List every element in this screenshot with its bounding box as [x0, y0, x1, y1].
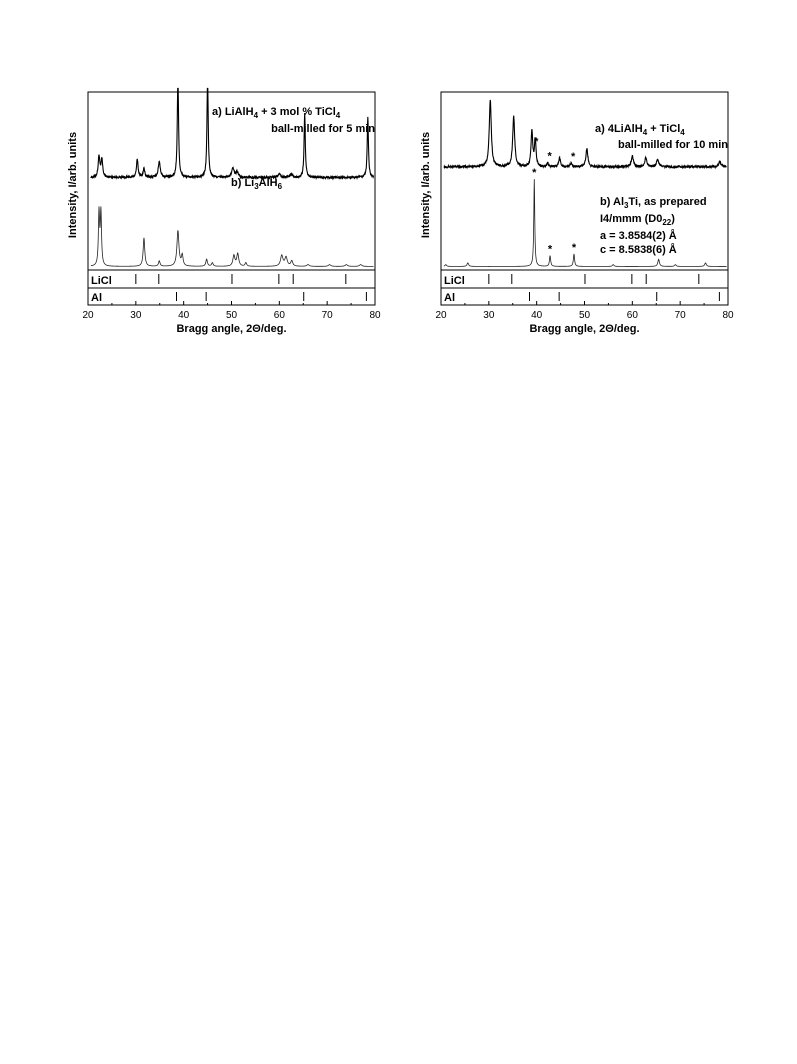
impurity-star: * — [547, 150, 552, 163]
impurity-star: * — [570, 150, 576, 163]
x-tick-label: 40 — [531, 310, 543, 321]
reference-label: Al — [91, 292, 102, 304]
chart-left-svg — [60, 80, 390, 342]
xrd-trace-b — [444, 179, 727, 266]
annotation-a-line2: ball-milled for 5 min — [271, 123, 375, 135]
annotation-a-line1: a) LiAlH$_4$ + 3 mol % TiCl$_4$ — [212, 106, 341, 120]
x-tick-label: 70 — [674, 310, 686, 321]
annotation-b-line1: b) $Al_3Ti$, as prepared — [600, 196, 707, 210]
annotation-a-line2: ball-milled for 10 min — [617, 139, 728, 151]
x-tick-label: 60 — [626, 310, 638, 321]
x-tick-label: 40 — [178, 310, 190, 321]
x-axis-label: Bragg angle, 2Θ/deg. — [529, 323, 640, 335]
annotation-b-line4: c = 8.5838(6) Å — [600, 244, 677, 256]
reference-label: LiCl — [91, 275, 112, 287]
annotation-b-line3: a = 3.8584(2) Å — [600, 230, 677, 242]
x-tick-label: 80 — [722, 310, 734, 321]
x-tick-label: 30 — [483, 310, 495, 321]
annotation-b-line2: I4/mmm $(D0_{22})$ — [600, 213, 675, 227]
x-tick-label: 80 — [369, 310, 381, 321]
x-axis-label: Bragg angle, 2Θ/deg. — [176, 323, 287, 335]
x-tick-label: 60 — [273, 310, 285, 321]
reference-label: Al — [444, 292, 455, 304]
reference-label: LiCl — [444, 275, 465, 287]
xrd-chart-left — [60, 80, 390, 347]
chart-right-svg — [413, 80, 743, 342]
x-tick-label: 50 — [578, 310, 591, 321]
xrd-chart-right — [413, 80, 743, 347]
annotation-a-line1: a) 4LiAlH$_4$ + TiCl$_4$ — [595, 123, 685, 137]
x-tick-label: 50 — [225, 310, 238, 321]
impurity-star: * — [571, 241, 577, 254]
xrd-trace-b — [91, 206, 374, 266]
x-tick-label: 20 — [435, 310, 447, 321]
impurity-star: * — [547, 243, 553, 256]
x-tick-label: 20 — [82, 310, 94, 321]
x-tick-label: 70 — [321, 310, 333, 321]
y-axis-label: Intensity, I/arb. units — [67, 131, 79, 239]
impurity-star: * — [532, 167, 537, 180]
x-tick-label: 30 — [130, 310, 142, 321]
impurity-star: * — [534, 136, 539, 149]
y-axis-label: Intensity, I/arb. units — [420, 131, 432, 239]
annotation-b-label: b) $Li_3AlH_6$ — [231, 177, 283, 191]
